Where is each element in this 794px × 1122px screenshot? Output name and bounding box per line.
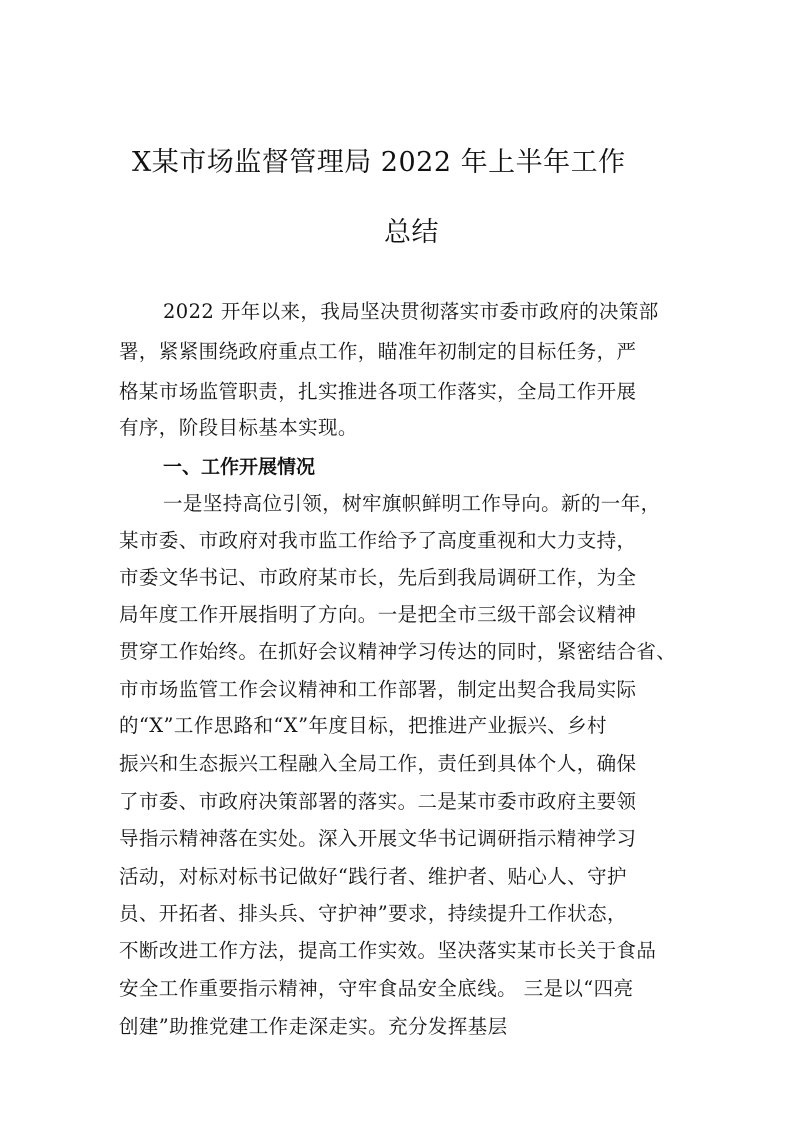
body-line: 市委文华书记、市政府某市长，先后到我局调研工作，为全: [119, 566, 637, 589]
document-title-line-2: 总结: [384, 217, 439, 248]
body-line: 活动，对标对标书记做好“践行者、维护者、贴心人、守护: [119, 865, 627, 888]
body-line: 导指示精神落在实处。深入开展文华书记调研指示精神学习: [119, 827, 637, 850]
section-heading: 一、工作开展情况: [163, 456, 316, 478]
body-line: 的“X”工作思路和“X”年度目标，把推进产业振兴、乡村: [119, 714, 607, 737]
body-line: 安全工作重要指示精神，守牢食品安全底线。 三是以“四亮: [119, 977, 634, 1000]
intro-line: 2022 开年以来，我局坚决贯彻落实市委市政府的决策部: [163, 300, 659, 323]
intro-line: 有序，阶段目标基本实现。: [119, 416, 358, 439]
body-line: 不断改进工作方法，提高工作实效。坚决落实某市长关于食品: [119, 939, 657, 962]
intro-line: 署，紧紧围绕政府重点工作，瞄准年初制定的目标任务，严: [119, 340, 637, 363]
body-line: 创建”助推党建工作走深走实。充分发挥基层: [119, 1015, 508, 1038]
intro-line: 格某市场监管职责，扎实推进各项工作落实，全局工作开展: [119, 380, 637, 403]
body-line: 员、开拓者、排头兵、守护神”要求，持续提升工作状态，: [119, 902, 627, 925]
body-line: 了市委、市政府决策部署的落实。二是某市委市政府主要领: [119, 790, 637, 813]
body-line: 市市场监管工作会议精神和工作部署，制定出契合我局实际: [119, 678, 637, 701]
body-line: 贯穿工作始终。在抓好会议精神学习传达的同时，紧密结合省、: [119, 640, 677, 663]
document-title-line-1: X某市场监督管理局 2022 年上半年工作: [132, 147, 626, 178]
body-line: 振兴和生态振兴工程融入全局工作，责任到具体个人，确保: [119, 752, 637, 775]
body-line: 局年度工作开展指明了方向。一是把全市三级干部会议精神: [119, 603, 637, 626]
body-line: 某市委、市政府对我市监工作给予了高度重视和大力支持，: [119, 529, 637, 552]
body-line: 一是坚持高位引领，树牢旗帜鲜明工作导向。新的一年，: [163, 492, 661, 515]
